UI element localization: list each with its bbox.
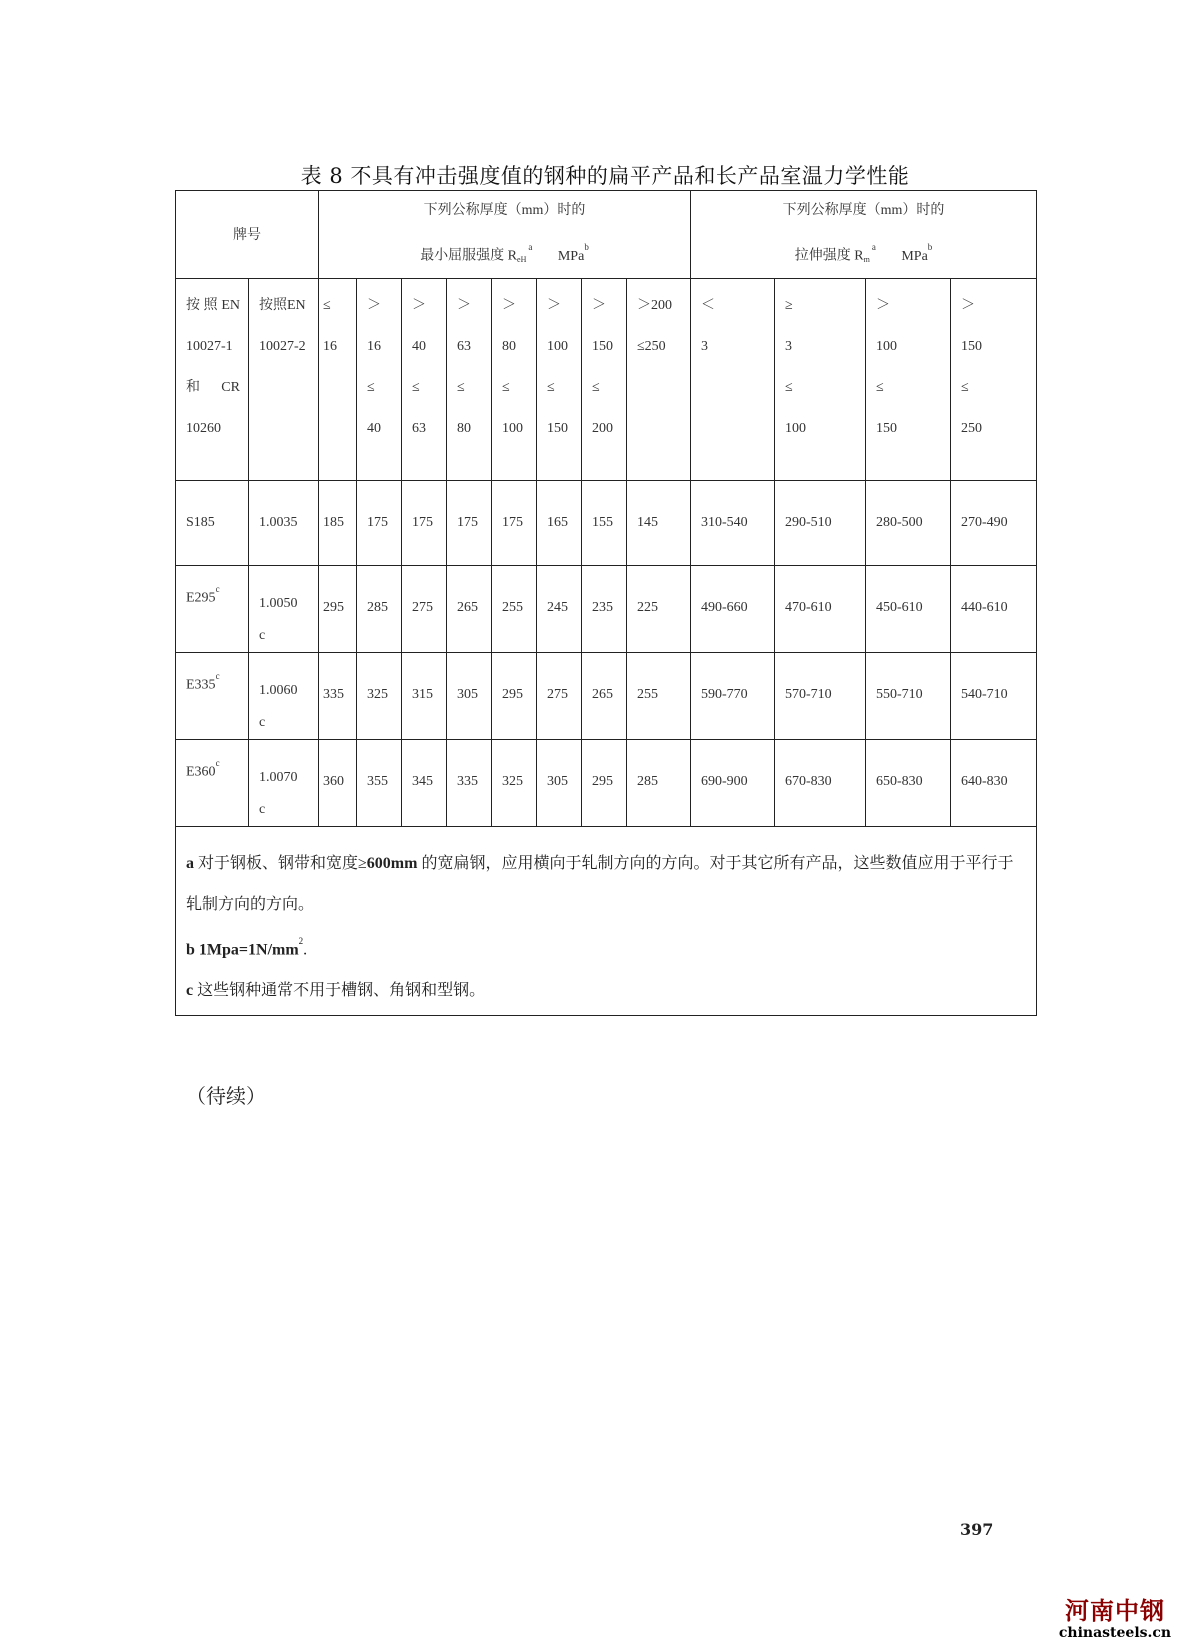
tensile-value: 290-510 [775, 480, 866, 565]
grade-note: c [215, 583, 220, 594]
tensile-value: 490-660 [691, 565, 775, 652]
tensile-value: 450-610 [866, 565, 951, 652]
tensile-symbol: 拉伸强度 R [794, 248, 864, 264]
note-b-sup: 2 [298, 935, 304, 946]
en10027-1-header-line: 10260 [186, 420, 221, 436]
yield-header-line2 [319, 231, 690, 278]
yield-value: 245 [537, 565, 582, 652]
yield-range-header-line: ＞ [367, 297, 381, 313]
yield-value: 285 [627, 739, 691, 826]
yield-value: 265 [447, 565, 492, 652]
yield-value: 305 [447, 652, 492, 739]
watermark-cn: 河南中钢 [1065, 1597, 1165, 1625]
yield-value: 275 [537, 652, 582, 739]
yield-range-header-line: ≤ [502, 379, 510, 395]
note-b-label: b 1Mpa=1N/mm [186, 940, 299, 958]
en10027-2-header [249, 278, 319, 480]
steel-number-cell [249, 565, 319, 652]
yield-value: 335 [447, 739, 492, 826]
yield-value: 335 [319, 652, 357, 739]
yield-range-header-line: ＞ [412, 297, 426, 313]
yield-range-header [402, 278, 447, 480]
properties-table [175, 190, 1037, 1016]
yield-range-header-line: ＞200 [637, 297, 672, 313]
header-row [176, 191, 1037, 279]
yield-value: 175 [447, 480, 492, 565]
yield-range-header-line: 200 [592, 420, 613, 436]
yield-range-header-line: ＞ [457, 297, 471, 313]
yield-range-header-line: 40 [367, 420, 381, 436]
yield-header [319, 191, 691, 279]
steel-number-note: c [259, 627, 266, 643]
steel-number: 1.0050 [259, 595, 298, 611]
yield-range-header-line: 63 [412, 420, 426, 436]
en10027-1-header [176, 278, 249, 480]
table-row [176, 652, 1037, 739]
thickness-range-row [176, 278, 1037, 480]
grade-name: E295 [186, 590, 216, 606]
note-a-text-2: 的宽扁钢，应用横向于轧制方向的方向。对于其它所有产品，这些数值应用于平行于轧制方向的方向。 [186, 854, 1014, 913]
yield-value: 255 [492, 565, 537, 652]
yield-range-header [357, 278, 402, 480]
yield-range-header-line: ≤ [457, 379, 465, 395]
yield-range-header-line: 63 [457, 338, 471, 354]
tensile-range-header-line: ＜ [701, 297, 715, 313]
yield-range-header-line: ≤ [412, 379, 420, 395]
tensile-range-header-line: ≤ [785, 379, 793, 395]
yield-value: 315 [402, 652, 447, 739]
tensile-value: 670-830 [775, 739, 866, 826]
page-number: 397 [960, 1520, 994, 1539]
watermark-url: chinasteels.cn [1058, 1625, 1172, 1641]
tensile-unit-note-b: b [927, 242, 933, 252]
yield-value: 165 [537, 480, 582, 565]
steel-number-cell [249, 480, 319, 565]
en10027-1-header-line: 按照EN [186, 297, 240, 313]
tensile-value: 540-710 [951, 652, 1037, 739]
yield-value: 305 [537, 739, 582, 826]
steel-number-cell [249, 739, 319, 826]
yield-value: 225 [627, 565, 691, 652]
yield-symbol: 最小屈服强度 R [420, 248, 518, 264]
yield-value: 295 [319, 565, 357, 652]
yield-range-header-line: ≤250 [637, 338, 666, 354]
tensile-range-header-line: ＞ [961, 297, 975, 313]
grade-cell [176, 739, 249, 826]
tensile-value: 570-710 [775, 652, 866, 739]
yield-value: 175 [357, 480, 402, 565]
table-row [176, 480, 1037, 565]
yield-range-header-line: ＞ [547, 297, 561, 313]
tensile-header-line1: 下列公称厚度（mm）时的 [782, 203, 945, 218]
tensile-unit: MPa [901, 248, 928, 264]
yield-value: 155 [582, 480, 627, 565]
grade-note: c [215, 757, 220, 768]
tensile-value: 440-610 [951, 565, 1037, 652]
yield-unit: MPa [557, 248, 585, 264]
note-a-bold: 600mm [366, 854, 418, 872]
en10027-2-header-line: 按照EN [259, 297, 306, 313]
yield-range-header-line: ＞ [502, 297, 516, 313]
steel-number-cell [249, 652, 319, 739]
grade-header [176, 191, 319, 279]
yield-value: 175 [492, 480, 537, 565]
yield-range-header-line: 16 [323, 338, 337, 354]
yield-value: 255 [627, 652, 691, 739]
tensile-value: 550-710 [866, 652, 951, 739]
tensile-value: 690-900 [691, 739, 775, 826]
grade-name: E360 [186, 764, 216, 780]
en10027-1-header-line: 10027-1 [186, 338, 233, 354]
tensile-symbol-sub: m [863, 254, 870, 264]
note-c-text: 这些钢种通常不用于槽钢、角钢和型钢。 [193, 981, 486, 999]
grade-note: c [215, 670, 220, 681]
table-row [176, 565, 1037, 652]
notes-cell [176, 826, 1037, 1015]
tensile-range-header-line: 3 [701, 338, 708, 354]
tensile-range-header [691, 278, 775, 480]
steel-number-note: c [259, 714, 266, 730]
note-b-end: . [303, 940, 308, 958]
tensile-range-header-line: 150 [961, 338, 982, 354]
yield-value: 175 [402, 480, 447, 565]
tensile-value: 590-770 [691, 652, 775, 739]
note-a-text: 对于钢板、钢带和宽度≥ [194, 854, 367, 872]
yield-value: 295 [582, 739, 627, 826]
tensile-value: 650-830 [866, 739, 951, 826]
yield-header-line1: 下列公称厚度（mm）时的 [423, 203, 586, 218]
yield-range-header-line: 80 [457, 420, 471, 436]
tensile-range-header-line: 150 [876, 420, 897, 436]
tensile-range-header-line: ＞ [876, 297, 890, 313]
yield-value: 265 [582, 652, 627, 739]
tensile-range-header-line: 100 [785, 420, 806, 436]
grade-cell [176, 565, 249, 652]
tensile-range-header-line: ≤ [961, 379, 969, 395]
table-row [176, 739, 1037, 826]
continued-label: （待续） [186, 1084, 266, 1108]
yield-range-header-line: 100 [547, 338, 568, 354]
steel-number: 1.0070 [259, 769, 298, 785]
steel-number: 1.0035 [259, 514, 298, 530]
steel-number-note: c [259, 801, 266, 817]
note-b [186, 925, 1026, 970]
yield-range-header-line: ≤ [592, 379, 600, 395]
tensile-range-header [951, 278, 1037, 480]
tensile-range-header-line: ≥ [785, 297, 793, 313]
yield-value: 275 [402, 565, 447, 652]
yield-range-header-line: 150 [592, 338, 613, 354]
yield-range-header-line: ≤ [323, 297, 331, 313]
en10027-1-header-line: 和 CR [186, 379, 240, 395]
note-c-label: c [186, 981, 194, 999]
yield-symbol-sub: eH [517, 254, 527, 264]
tensile-range-header [866, 278, 951, 480]
tensile-value: 470-610 [775, 565, 866, 652]
grade-cell [176, 652, 249, 739]
yield-value: 325 [492, 739, 537, 826]
yield-unit-note-b: b [584, 242, 589, 252]
yield-range-header-line: 100 [502, 420, 523, 436]
yield-range-header [447, 278, 492, 480]
yield-range-header-line: ＞ [592, 297, 606, 313]
table-title: 表 8 不具有冲击强度值的钢种的扁平产品和长产品室温力学性能 [300, 164, 910, 188]
yield-range-header-line: 80 [502, 338, 516, 354]
yield-range-header [319, 278, 357, 480]
yield-value: 360 [319, 739, 357, 826]
tensile-value: 640-830 [951, 739, 1037, 826]
en10027-2-header-line: 10027-2 [259, 338, 306, 354]
tensile-range-header-line: ≤ [876, 379, 884, 395]
tensile-value: 270-490 [951, 480, 1037, 565]
yield-note-a: a [528, 242, 533, 252]
yield-range-header [582, 278, 627, 480]
tensile-range-header [775, 278, 866, 480]
yield-value: 295 [492, 652, 537, 739]
yield-range-header-line: 40 [412, 338, 426, 354]
tensile-note-a: a [871, 242, 876, 252]
grade-name: S185 [186, 514, 215, 530]
tensile-range-header-line: 3 [785, 338, 792, 354]
watermark-logo [1055, 1598, 1175, 1642]
yield-value: 145 [627, 480, 691, 565]
yield-value: 345 [402, 739, 447, 826]
yield-value: 185 [319, 480, 357, 565]
yield-value: 285 [357, 565, 402, 652]
yield-value: 325 [357, 652, 402, 739]
note-a [186, 843, 1026, 925]
yield-range-header [537, 278, 582, 480]
grade-cell [176, 480, 249, 565]
yield-range-header-line: ≤ [547, 379, 555, 395]
yield-range-header-line: ≤ [367, 379, 375, 395]
note-a-label: a [186, 854, 194, 872]
yield-value: 355 [357, 739, 402, 826]
yield-range-header-line: 16 [367, 338, 381, 354]
yield-range-header [627, 278, 691, 480]
grade-header-label: 牌号 [233, 228, 261, 244]
tensile-value: 280-500 [866, 480, 951, 565]
tensile-value: 310-540 [691, 480, 775, 565]
tensile-range-header-line: 100 [876, 338, 897, 354]
tensile-header-line2 [691, 231, 1036, 278]
steel-number: 1.0060 [259, 682, 298, 698]
yield-range-header [492, 278, 537, 480]
grade-name: E335 [186, 677, 216, 693]
yield-value: 235 [582, 565, 627, 652]
note-c [186, 970, 1026, 1011]
yield-range-header-line: 150 [547, 420, 568, 436]
notes-row [176, 826, 1037, 1015]
tensile-range-header-line: 250 [961, 420, 982, 436]
tensile-header [691, 191, 1037, 279]
